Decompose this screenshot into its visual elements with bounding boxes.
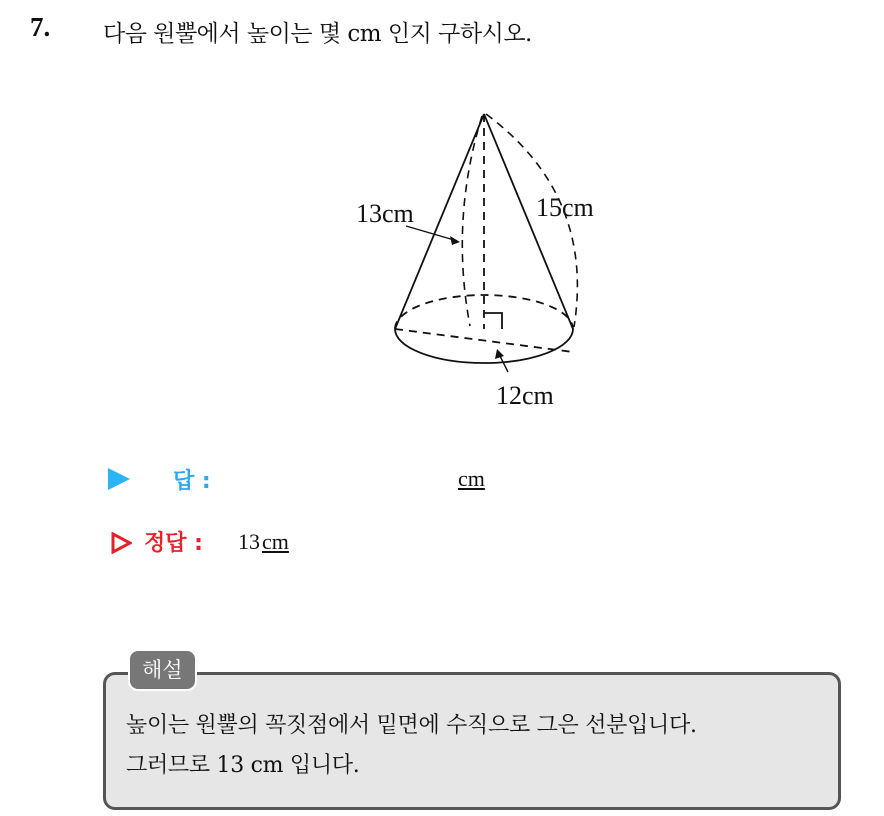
correct-answer-value (238, 529, 289, 555)
explanation-line-1: 높이는 원뿔의 꼭짓점에서 밑면에 수직으로 그은 선분입니다. (126, 713, 697, 738)
correct-answer-label: 정답 : (144, 531, 203, 556)
cone-figure (340, 100, 630, 420)
outline-triangle-icon (110, 532, 132, 554)
diameter-arrow (500, 356, 508, 372)
label-height: 13cm (356, 199, 414, 228)
label-slant: 15cm (536, 193, 594, 222)
right-angle-mark (484, 313, 502, 329)
answer-label: 답 : (173, 469, 211, 494)
cone-base-front (395, 329, 573, 363)
play-arrow-icon (108, 468, 130, 490)
height-arrow (406, 226, 454, 240)
cone-diameter (395, 329, 573, 352)
question-text: 다음 원뿔에서 높이는 몇 cm 인지 구하시오. (103, 21, 532, 47)
correct-answer-unit: cm (262, 529, 289, 554)
explanation-line-2: 그러므로 13 cm 입니다. (126, 753, 360, 778)
answer-unit: cm (458, 466, 485, 491)
correct-answer-row (108, 524, 528, 558)
correct-answer-number: 13 (238, 529, 260, 554)
explanation-box (103, 672, 841, 810)
answer-row (108, 462, 528, 496)
label-diameter: 12cm (496, 381, 554, 410)
explanation-tag: 해설 (128, 649, 197, 691)
question-number: 7. (30, 12, 51, 42)
